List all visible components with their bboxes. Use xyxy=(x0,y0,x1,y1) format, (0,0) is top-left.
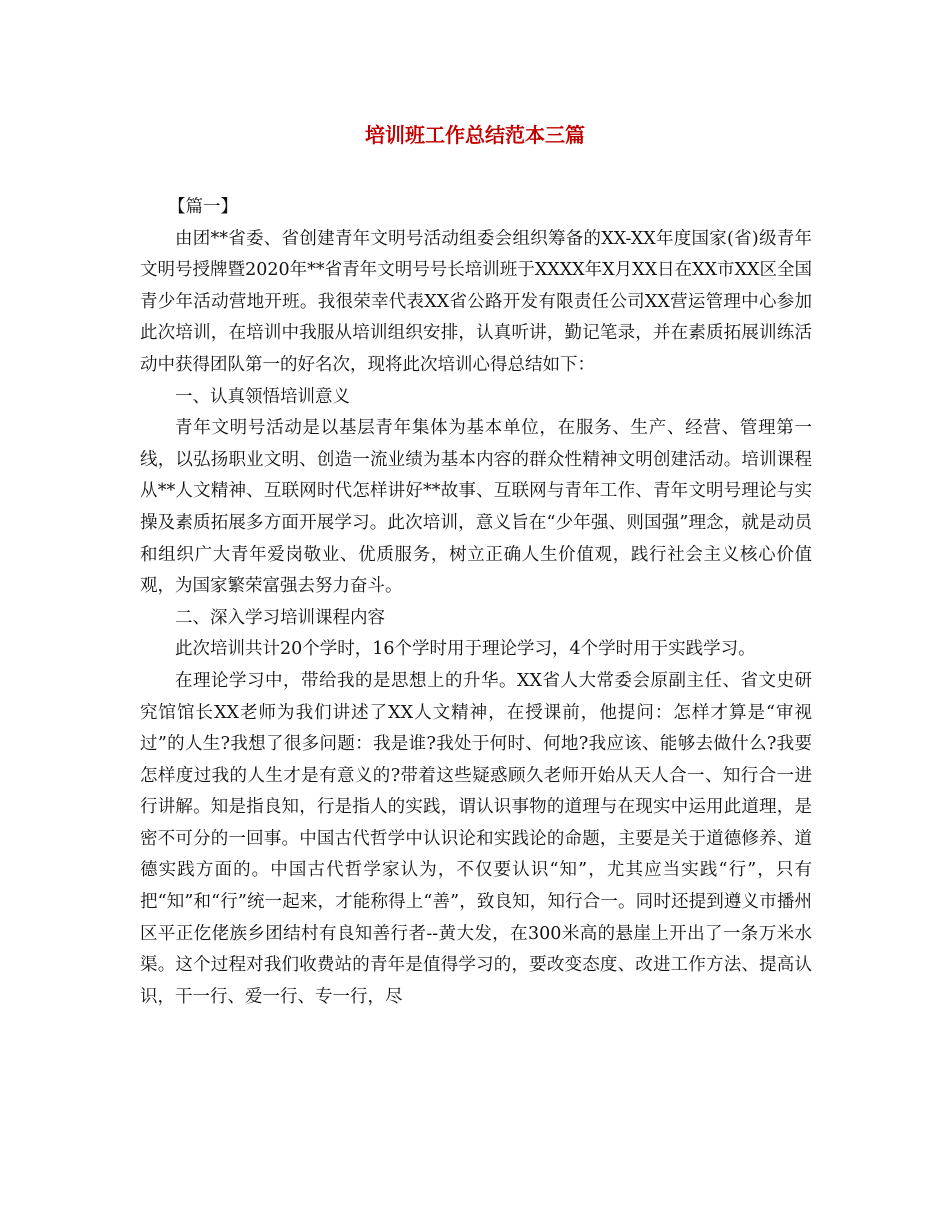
body-paragraph: 青年文明号活动是以基层青年集体为基本单位，在服务、生产、经营、管理第一线，以弘扬职业文明、创造一流业绩为基本内容的群众性精神文明创建活动。培训课程从**人文精神、互联网时代怎样讲好**故事、互联网与青年工作、青年文明号理论与实操及素质拓展多方面开展学习。此次培训，意义旨在“少年强、则国强”理念，就是动员和组织广大青年爱岗敬业、优质服务，树立正确人生价值观，践行社会主义核心价值观，为国家繁荣富强去努力奋斗。 xyxy=(140,418,812,597)
document-title: 培训班工作总结范本三篇 xyxy=(365,123,585,147)
document-body xyxy=(140,192,812,1013)
body-paragraph: 由团**省委、省创建青年文明号活动组委会组织筹备的XX-XX年度国家(省)级青年文明号授牌暨2020年**省青年文明号号长培训班于XXXX年X月XX日在XX市XX区全国青少年活动营地开班。我很荣幸代表XX省公路开发有限责任公司XX营运管理中心参加此次培训，在培训中我服从培训组织安排，认真听讲，勤记笔录，并在素质拓展训练活动中获得团队第一的好名次，现将此次培训心得总结如下： xyxy=(140,228,812,375)
section-label-part-one: 【篇一】 xyxy=(168,197,238,217)
body-paragraph: 此次培训共计20个学时，16个学时用于理论学习，4个学时用于实践学习。 xyxy=(175,639,756,660)
section-heading: 二、深入学习培训课程内容 xyxy=(175,607,385,628)
body-paragraph: 在理论学习中，带给我的是思想上的升华。XX省人大常委会原副主任、省文史研究馆馆长XX老师为我们讲述了XX人文精神，在授课前，他提问：怎样才算是“审视过”的人生?我想了很多问题：我是谁?我处于何时、何地?我应该、能够去做什么?我要怎样度过我的人生才是有意义的?带着这些疑惑顾久老师开始从天人合一、知行合一进行讲解。知是指良知，行是指人的实践，谓认识事物的道理与在现实中运用此道理，是密不可分的一回事。中国古代哲学中认识论和实践论的命题，主要是关于道德修养、道德实践方面的。中国古代哲学家认为，不仅要认识“知”，尤其应当实践“行”，只有把“知”和“行”统一起来，才能称得上“善”，致良知，知行合一。同时还提到遵义市播州区平正仡佬族乡团结村有良知善行者--黄大发，在300米高的悬崖上开出了一条万米水渠。这个过程对我们收费站的青年是值得学习的，要改变态度、改进工作方法、提高认识，干一行、爱一行、专一行，尽 xyxy=(140,670,812,1007)
section-heading: 一、认真领悟培训意义 xyxy=(175,386,350,407)
